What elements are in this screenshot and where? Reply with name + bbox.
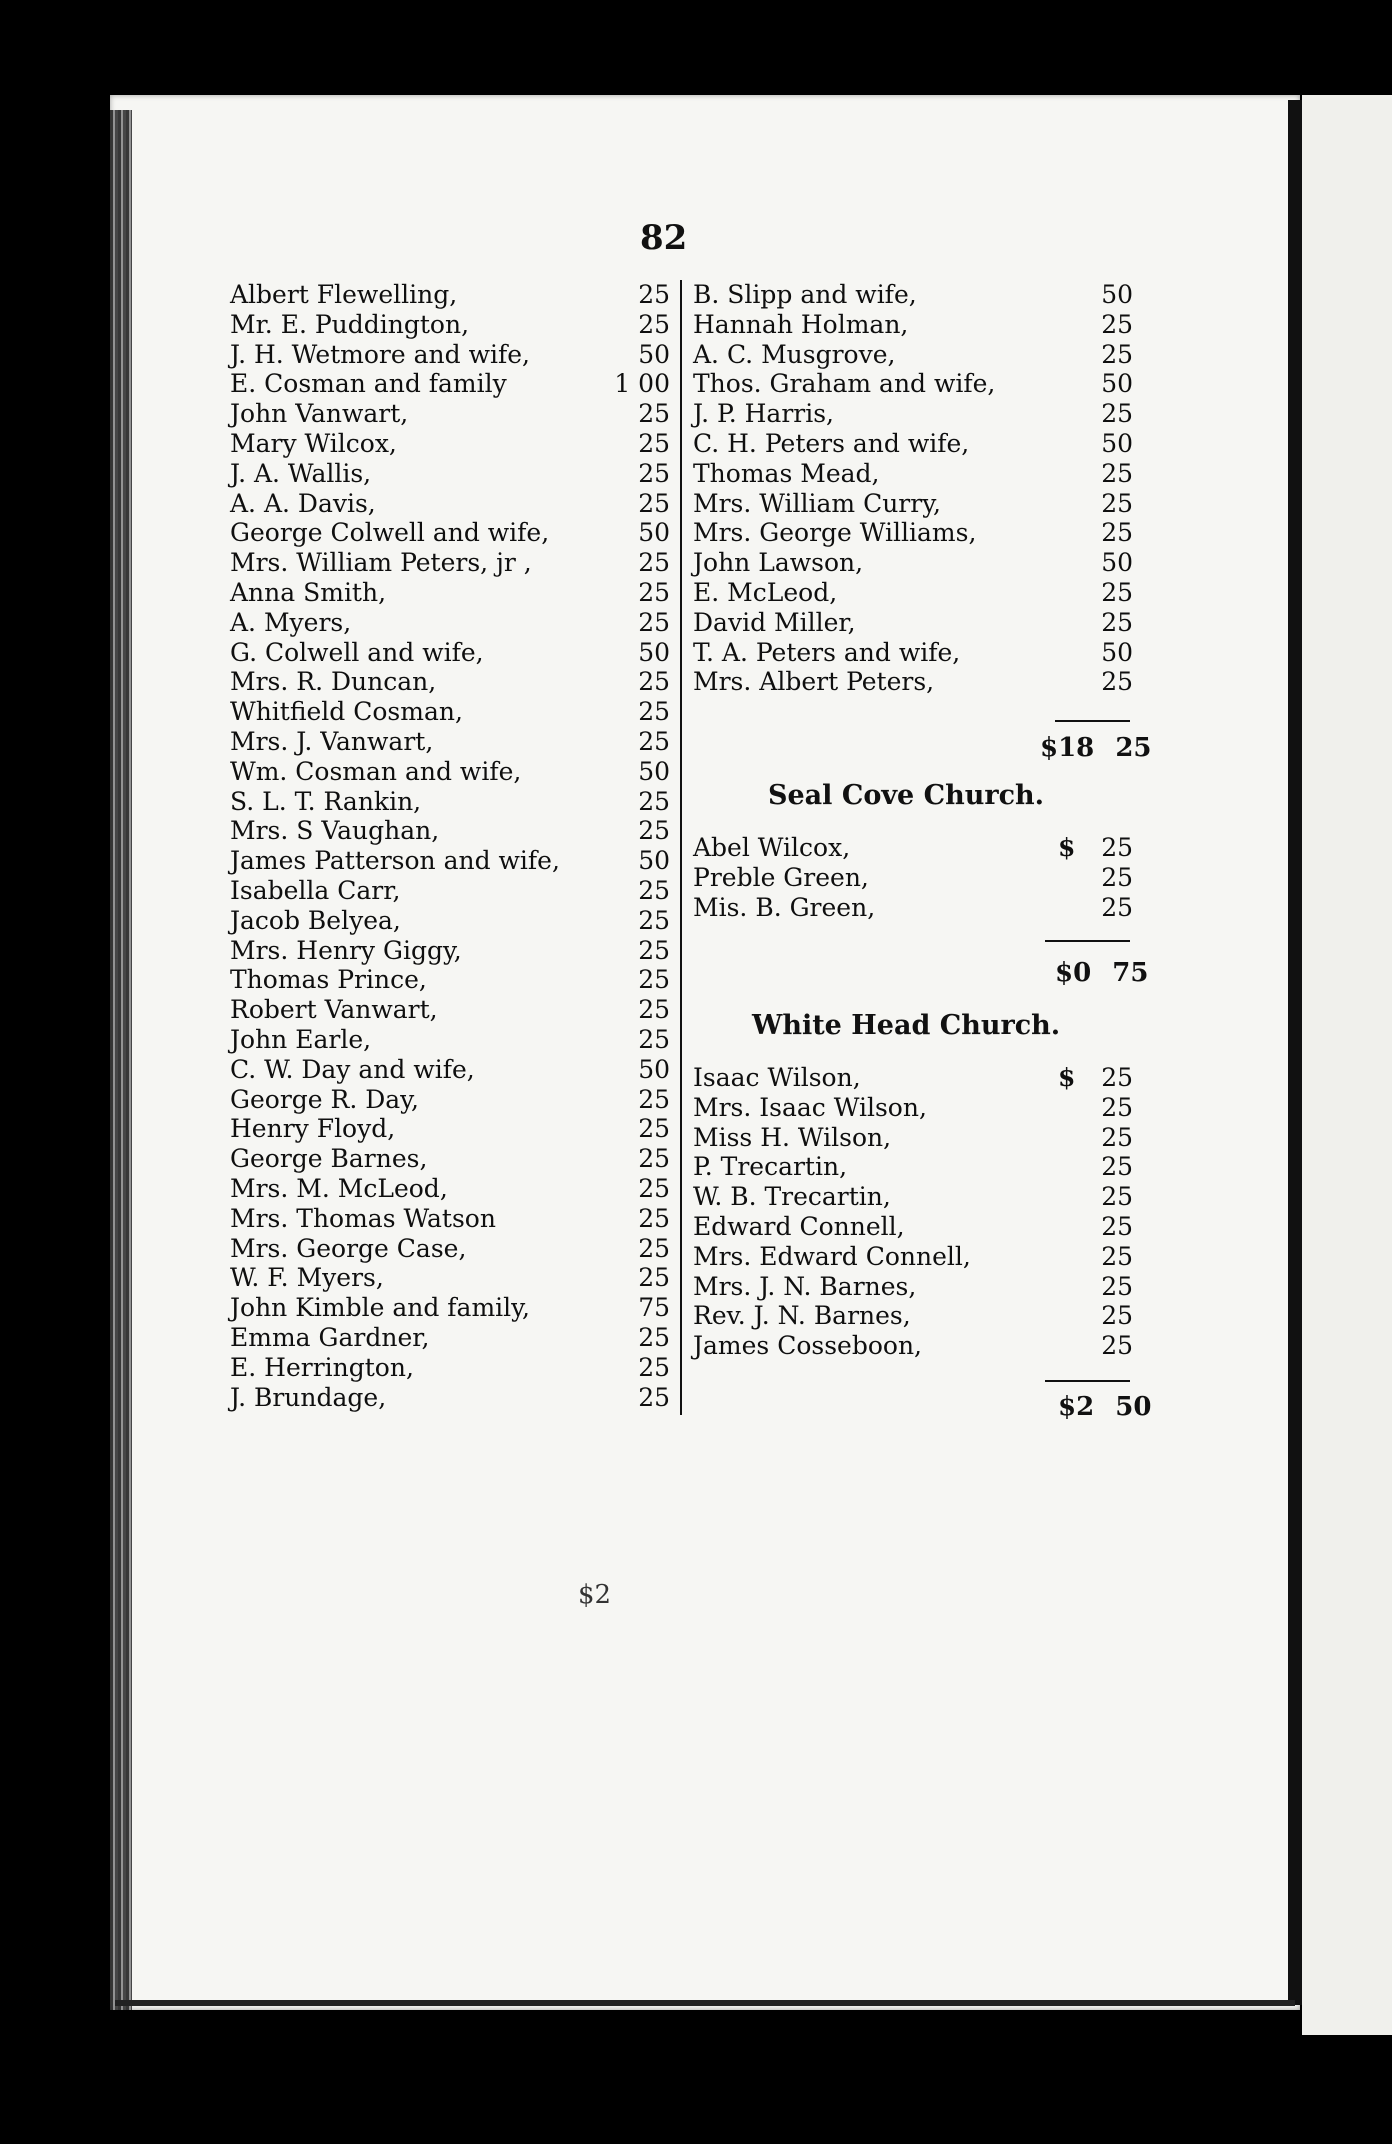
donation-amount: 25 <box>1101 518 1133 548</box>
donor-name: E. Cosman and family <box>230 369 507 399</box>
donation-amount: 25 <box>1101 667 1133 697</box>
list-item <box>230 876 670 906</box>
donation-amount: 25 <box>1101 862 1133 892</box>
adjacent-page <box>1302 95 1392 2035</box>
seal-cove-sum-line <box>1045 940 1130 942</box>
donation-amount: 25 <box>638 1233 670 1263</box>
list-item <box>230 846 670 876</box>
list-item <box>693 833 1133 863</box>
donor-name: Wm. Cosman and wife, <box>230 756 522 786</box>
donation-amount: 25 <box>638 1263 670 1293</box>
list-item <box>230 1085 670 1115</box>
donation-amount: 25 <box>638 1203 670 1233</box>
donor-name: Mrs. Thomas Watson <box>230 1203 496 1233</box>
list-item <box>230 489 670 519</box>
donor-name: Mrs. J. Vanwart, <box>230 727 434 756</box>
donation-amount: 1 00 <box>614 369 670 399</box>
donor-name: A. C. Musgrove, <box>693 339 896 369</box>
list-item <box>693 893 1133 923</box>
donation-amount: 25 <box>638 607 670 637</box>
list-item <box>230 697 670 727</box>
donation-amount: 25 <box>638 488 670 518</box>
list-item <box>693 578 1133 608</box>
donor-name: Isaac Wilson, <box>693 1063 861 1092</box>
donation-amount: 25 <box>1101 1212 1133 1241</box>
list-item <box>230 518 670 548</box>
list-item <box>230 578 670 608</box>
list-item <box>230 1025 670 1055</box>
donation-amount: 25 <box>1101 1331 1133 1361</box>
donation-amount: 25 <box>1101 339 1133 369</box>
list-item <box>230 548 670 578</box>
donor-name: W. B. Trecartin, <box>693 1182 891 1212</box>
donation-amount: 25 <box>638 876 670 905</box>
donation-amount: 25 <box>638 399 670 429</box>
donor-name: Mr. E. Puddington, <box>230 309 470 339</box>
donation-amount: 25 <box>1101 1271 1133 1301</box>
donor-name: James Cosseboon, <box>693 1331 922 1361</box>
list-item <box>230 1114 670 1144</box>
donation-amount: 25 <box>1101 1241 1133 1271</box>
donor-name: Mrs. M. McLeod, <box>230 1174 448 1203</box>
list-item <box>693 1301 1133 1331</box>
donation-amount: 25 <box>638 458 670 488</box>
donation-amount: 50 <box>1101 429 1133 458</box>
donation-amount: 50 <box>638 518 670 548</box>
donor-name: J. Brundage, <box>230 1382 387 1412</box>
list-item <box>230 429 670 459</box>
donor-name: Mrs. Isaac Wilson, <box>693 1092 927 1122</box>
donation-amount: 25 <box>638 935 670 965</box>
donor-name: Thomas Mead, <box>693 458 880 488</box>
donor-name: Thomas Prince, <box>230 965 427 995</box>
list-item <box>230 399 670 429</box>
page-number: 82 <box>640 218 688 258</box>
donation-amount: 25 <box>1101 309 1133 339</box>
list-item <box>693 1152 1133 1182</box>
dollar-sign: $ <box>1058 833 1076 862</box>
list-item <box>230 936 670 966</box>
donor-name: Mrs. Albert Peters, <box>693 667 935 697</box>
donation-amount: 50 <box>638 756 670 786</box>
white-head-total <box>1058 1392 1151 1422</box>
right-list-sum-line <box>1055 720 1130 722</box>
list-item <box>230 995 670 1025</box>
donation-amount: 50 <box>1101 280 1133 309</box>
list-item <box>693 369 1133 399</box>
column-divider <box>680 280 682 1415</box>
donor-name: Mis. B. Green, <box>693 892 876 922</box>
donation-amount: 50 <box>1101 637 1133 667</box>
donation-amount: 25 <box>638 816 670 846</box>
list-item <box>230 310 670 340</box>
donor-name: Albert Flewelling, <box>230 280 458 309</box>
list-item <box>693 638 1133 668</box>
total-dollars: $18 <box>1040 733 1095 763</box>
donation-amount: 25 <box>1101 833 1133 862</box>
list-item <box>230 816 670 846</box>
donation-amount: 25 <box>638 548 670 578</box>
list-item <box>693 399 1133 429</box>
donation-amount: 25 <box>638 1174 670 1203</box>
donor-name: Preble Green, <box>693 862 869 892</box>
donation-amount: 25 <box>1101 607 1133 637</box>
donor-name: James Patterson and wife, <box>230 846 560 876</box>
donation-amount: 25 <box>638 995 670 1025</box>
list-item <box>693 1063 1133 1093</box>
list-item <box>693 1242 1133 1272</box>
list-item <box>230 369 670 399</box>
list-item <box>230 1353 670 1383</box>
list-item <box>230 906 670 936</box>
list-item <box>693 1182 1133 1212</box>
donation-amount: 25 <box>638 1352 670 1382</box>
donor-name: Mary Wilcox, <box>230 429 397 458</box>
donation-amount: 25 <box>638 280 670 309</box>
donation-amount: 25 <box>1101 1122 1133 1152</box>
donor-name: John Earle, <box>230 1025 372 1054</box>
donation-amount: 25 <box>638 1144 670 1174</box>
donation-amount: 75 <box>638 1293 670 1323</box>
donation-amount: 25 <box>1101 1301 1133 1331</box>
donation-amount: 25 <box>1101 399 1133 429</box>
list-item <box>693 1093 1133 1123</box>
list-item <box>693 1212 1133 1242</box>
donation-amount: 25 <box>638 1114 670 1144</box>
donation-amount: 25 <box>1101 488 1133 518</box>
donation-amount: 25 <box>1101 1152 1133 1182</box>
white-head-sum-line <box>1045 1380 1130 1382</box>
donor-name: Mrs. J. N. Barnes, <box>693 1271 917 1301</box>
donor-name: Mrs. Henry Giggy, <box>230 935 462 965</box>
donor-name: Rev. J. N. Barnes, <box>693 1301 911 1331</box>
donor-name: Mrs. William Curry, <box>693 488 941 518</box>
list-item <box>693 1272 1133 1302</box>
donation-amount: 25 <box>1101 1092 1133 1122</box>
donation-amount: 25 <box>638 1025 670 1054</box>
donation-amount: 25 <box>638 429 670 458</box>
list-item <box>230 340 670 370</box>
donation-amount: 25 <box>1101 1182 1133 1212</box>
list-item <box>230 459 670 489</box>
list-item <box>693 429 1133 459</box>
total-cents: 25 <box>1115 733 1152 763</box>
list-item <box>693 548 1133 578</box>
donor-name: C. W. Day and wife, <box>230 1054 475 1084</box>
list-item <box>230 1204 670 1234</box>
right-list-total <box>1040 733 1152 763</box>
donation-amount: 25 <box>638 697 670 727</box>
donation-amount: 25 <box>638 667 670 697</box>
donor-name: A. Myers, <box>230 607 352 637</box>
donor-name: Robert Vanwart, <box>230 995 438 1025</box>
donor-name: Mrs. S Vaughan, <box>230 816 440 846</box>
donor-name: S. L. T. Rankin, <box>230 786 422 816</box>
list-item <box>693 310 1133 340</box>
book-spine <box>110 110 132 2010</box>
list-item <box>230 638 670 668</box>
list-item <box>230 667 670 697</box>
donor-name: J. H. Wetmore and wife, <box>230 339 530 369</box>
list-item <box>693 340 1133 370</box>
donation-amount: 50 <box>638 637 670 667</box>
donor-name: Abel Wilcox, <box>693 833 851 862</box>
donor-name: E. Herrington, <box>230 1352 414 1382</box>
list-item <box>230 1323 670 1353</box>
list-item <box>693 489 1133 519</box>
list-item <box>230 965 670 995</box>
donor-name: Mrs. William Peters, jr , <box>230 548 532 578</box>
list-item <box>693 1331 1133 1361</box>
donation-amount: 25 <box>638 905 670 935</box>
donation-amount: 25 <box>638 727 670 756</box>
list-item <box>230 757 670 787</box>
donation-amount: 50 <box>638 1054 670 1084</box>
donor-name: P. Trecartin, <box>693 1152 848 1182</box>
page-bottom-edge <box>115 2000 1295 2006</box>
donor-name: Henry Floyd, <box>230 1114 396 1144</box>
total-cents: 75 <box>1112 958 1149 988</box>
list-item <box>230 1174 670 1204</box>
list-item <box>230 1234 670 1264</box>
list-item <box>230 787 670 817</box>
donor-name: B. Slipp and wife, <box>693 280 917 309</box>
white-head-heading: White Head Church. <box>752 1010 1061 1041</box>
donor-name: George R. Day, <box>230 1084 419 1114</box>
total-cents: 50 <box>1115 1392 1152 1422</box>
donation-amount: 50 <box>1101 369 1133 399</box>
list-item <box>693 1123 1133 1153</box>
dollar-sign: $ <box>1058 1063 1076 1092</box>
list-item <box>693 667 1133 697</box>
list-item <box>693 459 1133 489</box>
list-item <box>230 280 670 310</box>
list-item <box>230 727 670 757</box>
donation-amount: 25 <box>1101 1063 1133 1092</box>
donor-name: Emma Gardner, <box>230 1323 430 1352</box>
donor-name: J. A. Wallis, <box>230 458 372 488</box>
list-item <box>230 1383 670 1413</box>
donation-amount: 25 <box>1101 458 1133 488</box>
donor-name: Edward Connell, <box>693 1212 905 1241</box>
donor-name: Anna Smith, <box>230 578 387 607</box>
donation-amount: 25 <box>1101 892 1133 922</box>
donor-name: John Kimble and family, <box>230 1293 530 1323</box>
donor-name: George Colwell and wife, <box>230 518 550 548</box>
donor-name: John Lawson, <box>693 548 864 578</box>
donor-name: Mrs. George Case, <box>230 1233 467 1263</box>
donor-name: W. F. Myers, <box>230 1263 384 1293</box>
list-item <box>693 280 1133 310</box>
donation-amount: 25 <box>638 1323 670 1352</box>
list-item <box>693 518 1133 548</box>
donor-name: Thos. Graham and wife, <box>693 369 996 399</box>
donation-amount: 25 <box>1101 578 1133 607</box>
list-item <box>230 608 670 638</box>
total-dollars: $2 <box>1058 1392 1095 1422</box>
donation-amount: 50 <box>638 339 670 369</box>
donor-name: E. McLeod, <box>693 578 838 607</box>
list-item <box>693 863 1133 893</box>
donor-name: C. H. Peters and wife, <box>693 429 970 458</box>
donor-name: John Vanwart, <box>230 399 409 429</box>
donor-name: Isabella Carr, <box>230 876 401 905</box>
list-item <box>230 1144 670 1174</box>
donor-name: Mrs. R. Duncan, <box>230 667 437 697</box>
total-dollars: $0 <box>1055 958 1092 988</box>
donation-amount: 50 <box>1101 548 1133 578</box>
donor-name: Hannah Holman, <box>693 309 909 339</box>
list-item <box>230 1263 670 1293</box>
donation-amount: 25 <box>638 1084 670 1114</box>
donation-amount: 25 <box>638 309 670 339</box>
donor-name: Whitfield Cosman, <box>230 697 463 727</box>
donation-amount: 25 <box>638 965 670 995</box>
donation-amount: 25 <box>638 1382 670 1412</box>
donor-name: T. A. Peters and wife, <box>693 637 961 667</box>
donor-name: G. Colwell and wife, <box>230 637 484 667</box>
donor-name: A. A. Davis, <box>230 488 376 518</box>
list-item <box>693 608 1133 638</box>
donation-amount: 25 <box>638 578 670 607</box>
donor-name: Jacob Belyea, <box>230 905 401 935</box>
donor-name: Mrs. George Williams, <box>693 518 977 548</box>
page-edge <box>1288 100 1302 2005</box>
list-item <box>230 1055 670 1085</box>
donor-name: Mrs. Edward Connell, <box>693 1241 971 1271</box>
donation-amount: 50 <box>638 846 670 876</box>
list-item <box>230 1293 670 1323</box>
donation-amount: 25 <box>638 786 670 816</box>
donor-name: George Barnes, <box>230 1144 428 1174</box>
seal-cove-heading: Seal Cove Church. <box>768 780 1045 811</box>
donor-name: J. P. Harris, <box>693 399 835 429</box>
seal-cove-total <box>1055 958 1148 988</box>
donor-name: David Miller, <box>693 607 856 637</box>
bottom-mark: $2 <box>578 1580 612 1610</box>
donor-name: Miss H. Wilson, <box>693 1122 892 1152</box>
